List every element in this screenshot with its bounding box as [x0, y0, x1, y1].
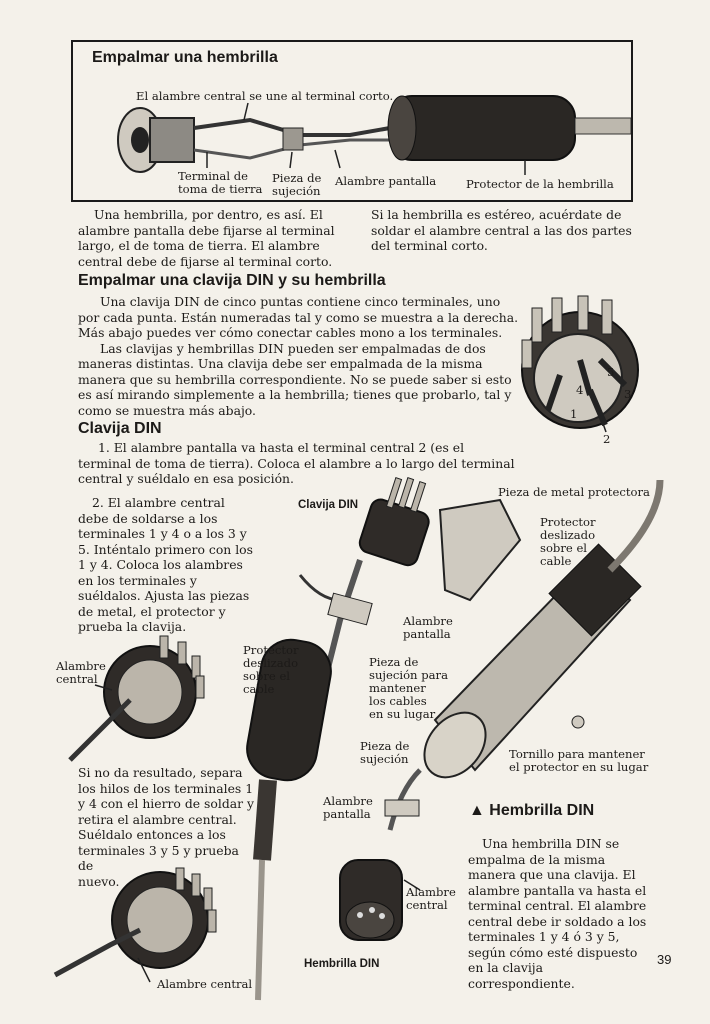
label-shield-top-line: Alambre [403, 614, 453, 628]
step-2-paragraph [78, 495, 268, 635]
hembrilla-line: manera que una clavija. El [468, 867, 636, 882]
page-number: 39 [657, 952, 672, 967]
label-center-low-line: Alambre [406, 885, 456, 899]
label-clavija-din: Clavija DIN [298, 499, 359, 511]
clavija-section-title: Clavija DIN [78, 420, 162, 437]
label-cover-top-line: sobre el [540, 541, 588, 555]
hembrilla-line: empalma de la misma [468, 851, 606, 867]
label-clamp-low [360, 740, 409, 766]
label-screw-line: Tornillo para mantener [509, 747, 645, 761]
din-para-line: como se muestra más abajo. [78, 402, 256, 418]
label-screw [509, 748, 648, 774]
label-center-left-line: Alambre [56, 659, 106, 673]
label-center-wire: El alambre central se une al terminal corto. [136, 89, 394, 103]
pin-number-1: 1 [570, 407, 578, 421]
label-ground-terminal [178, 170, 262, 196]
step-1-paragraph [78, 440, 538, 487]
label-shield-low-line: pantalla [323, 807, 371, 821]
label-center-left [56, 660, 106, 686]
label-cover-top-line: deslizado [540, 528, 596, 542]
din-section-title: Empalmar una clavija DIN y su hembrilla [78, 272, 386, 289]
label-cover-mid-line: cable [243, 682, 275, 696]
intro-right-paragraph [371, 207, 641, 254]
label-shield-wire: Alambre pantalla [335, 174, 437, 188]
label-clamp-mid-line: en su lugar [369, 707, 436, 721]
label-screw-line: el protector en su lugar [509, 760, 649, 774]
hembrilla-line: alambre pantalla va hasta el [468, 882, 647, 898]
label-clamp-mid-line: los cables [369, 694, 427, 708]
label-cover-top-line: cable [540, 554, 572, 568]
din-para-line: Una clavija DIN de cinco puntas contiene cinco terminales, uno [100, 294, 501, 309]
retry-line: y 4 con el hierro de soldar y [78, 796, 254, 811]
label-cover-mid [243, 644, 299, 696]
label-center-bottom: Alambre central [157, 977, 253, 991]
step-1-line: terminal de toma de tierra). Coloca el alambre a lo largo del terminal [78, 455, 515, 471]
retry-line: terminales 3 y 5 y prueba de [78, 842, 239, 873]
din-para-line: Más abajo puedes ver cómo conectar cables mono a los terminales. [78, 325, 503, 340]
label-shield-low [323, 795, 373, 821]
hembrilla-paragraph [468, 836, 658, 991]
step-2-line: terminales 1 y 4 o a los 3 y [78, 526, 247, 541]
intro-right-line: del terminal corto. [371, 238, 488, 253]
label-cover-mid-line: Protector [243, 643, 299, 657]
intro-left-line: alambre pantalla debe fijarse al terminal [78, 222, 335, 238]
intro-right-line: soldar el alambre central a las dos partes [371, 222, 632, 238]
din-section-paragraph [78, 294, 528, 418]
label-jack-cover: Protector de la hembrilla [466, 177, 614, 191]
retry-paragraph [78, 765, 258, 889]
label-clamp-mid-line: Pieza de [369, 655, 419, 669]
label-center-low [406, 886, 456, 912]
din-para-line: es así mirando simplemente a la hembrilla; tienes que probarlo, tal y [78, 387, 512, 402]
label-ground-line-1: Terminal de [178, 169, 248, 183]
intro-left-line: central debe de fijarse al terminal corto. [78, 253, 333, 269]
label-shield-top-line: pantalla [403, 627, 451, 641]
label-shield-low-line: Alambre [323, 794, 373, 808]
hembrilla-line: central debe ir soldado a los [468, 913, 647, 929]
din-plug-wiring-illustration-1 [70, 636, 204, 760]
label-center-left-line: central [56, 672, 98, 686]
hembrilla-line: Una hembrilla DIN se [482, 836, 620, 851]
step-2-line: de metal, el protector y [78, 603, 226, 619]
din-para-line: maneras distintas. Una clavija debe ser empalmada de la misma [78, 356, 483, 371]
hembrilla-line: correspondiente. [468, 975, 575, 991]
label-cover-mid-line: deslizado [243, 656, 299, 670]
label-shield-top [403, 615, 453, 641]
din-para-line: manera que su hembrilla correspondiente. No se puede saber si esto [78, 371, 512, 387]
hembrilla-line: terminales 1 y 4 ó 3 y 5, [468, 929, 620, 944]
label-clamp-low-line: sujeción [360, 752, 409, 766]
label-clamp-line-2: sujeción [272, 184, 321, 198]
label-clamp-low-line: Pieza de [360, 739, 410, 753]
hembrilla-line: según cómo esté dispuesto [468, 944, 638, 960]
retry-line: Suéldalo entonces a los [78, 827, 226, 842]
label-center-low-line: central [406, 898, 448, 912]
intro-left-line: largo, el de toma de tierra. El alambre [78, 238, 320, 253]
retry-line: los hilos de los terminales 1 [78, 780, 254, 796]
step-2-line: 1 y 4. Coloca los alambres [78, 557, 243, 572]
label-cover-top-line: Protector [540, 515, 596, 529]
label-clamp-mid [369, 656, 448, 721]
label-metal-piece: Pieza de metal protectora [498, 485, 650, 499]
step-2-line: en los terminales y [78, 572, 197, 588]
label-clamp-line-1: Pieza de [272, 171, 322, 185]
retry-line: retira el alambre central. [78, 811, 237, 827]
din-plug-face-illustration [522, 296, 638, 432]
label-cover-mid-line: sobre el [243, 669, 291, 683]
pin-number-3: 3 [624, 387, 632, 401]
hembrilla-line: terminal central. El alambre [468, 898, 647, 913]
intro-right-line: Si la hembrilla es estéreo, acuérdate de [371, 207, 622, 222]
step-2-line: suéldalos. Ajusta las piezas [78, 588, 250, 603]
pin-number-5: 5 [607, 365, 615, 379]
intro-left-paragraph [78, 207, 368, 269]
din-para-line: por cada punta. Están numeradas tal y como se muestra a la derecha. [78, 309, 519, 325]
retry-line: nuevo. [78, 873, 120, 889]
retry-line: Si no da resultado, separa [78, 765, 243, 780]
intro-left-line: Una hembrilla, por dentro, es así. El [94, 207, 323, 222]
pin-number-4: 4 [576, 383, 584, 397]
step-2-line: prueba la clavija. [78, 619, 187, 634]
step-2-line: debe de soldarse a los [78, 510, 218, 526]
label-clamp-mid-line: mantener [369, 681, 426, 695]
hembrilla-section-title: ▲ Hembrilla DIN [469, 802, 595, 819]
label-clamp [272, 172, 321, 198]
step-1-line: central y suéldalo en esa posición. [78, 471, 294, 486]
pin-number-2: 2 [603, 432, 611, 446]
label-socket: Hembrilla DIN [304, 958, 380, 970]
step-2-line: 5. Inténtalo primero con los [78, 541, 253, 557]
step-2-line: 2. El alambre central [92, 495, 225, 510]
label-cover-top [540, 516, 596, 568]
hembrilla-line: en la clavija [468, 960, 544, 975]
step-1-line: 1. El alambre pantalla va hasta el terminal central 2 (es el [98, 440, 465, 455]
jack-section-title: Empalmar una hembrilla [92, 49, 278, 66]
label-clamp-mid-line: sujeción para [369, 668, 448, 682]
din-para-line: Las clavijas y hembrillas DIN pueden ser empalmadas de dos [100, 340, 486, 356]
label-ground-line-2: toma de tierra [178, 182, 263, 196]
